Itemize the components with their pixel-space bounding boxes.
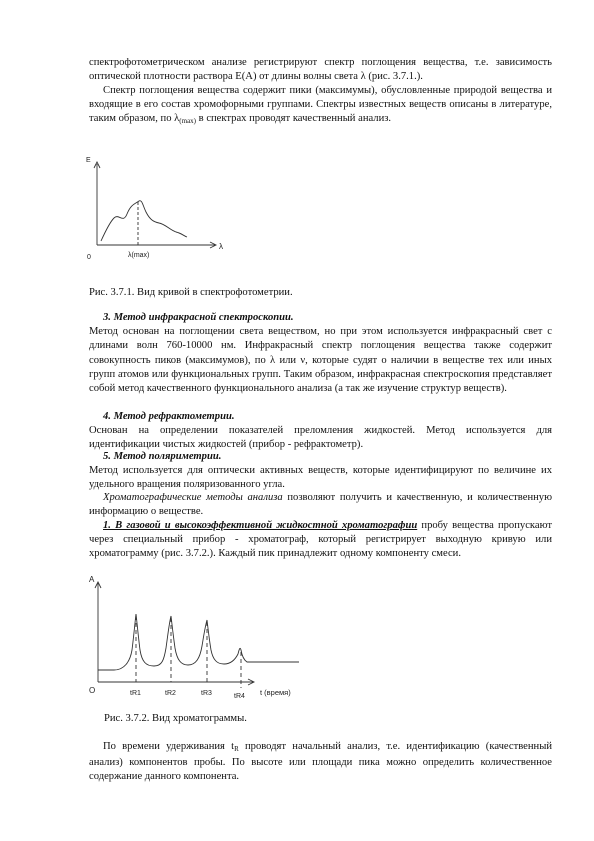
gas-chromatography-text: пробу вещества пропускают через специальный прибор - хроматограф, который регистрирует выходную кривую или хроматограмму (рис. 3.7.2.). Каждый пик принадлежит одному компоненту смеси. — [89, 520, 552, 560]
paragraph-intro — [89, 56, 552, 84]
figure2-x-label: t (время) — [260, 688, 291, 697]
spectrophotometry-figure — [80, 150, 250, 265]
figure1-peak-label: λ(max) — [128, 252, 150, 259]
section-polarimetry — [89, 450, 552, 493]
paragraph-chromatography — [89, 491, 552, 519]
figure2-y-label: A — [89, 575, 95, 584]
paragraph-retention-time — [89, 740, 552, 785]
peak-label-tr3: tR3 — [201, 690, 212, 697]
section-refractometry-text: Основан на определении показателей преломления жидкостей. Метод используется для идентификации чистых жидкостей (прибор - рефрактометр). — [89, 425, 552, 451]
section-ir-text: Метод основан на поглощении света веществом, но при этом используется инфракрасный свет с длинами волн 760-10000 нм. Инфракрасный спектр поглощения вещества также содержит совокупность пиков (максимумов), по λ или ν, которые судят о наличии в веществе тех или иных групп атомов или функциональных групп. Таким образом, инфракрасная спектроскопия представляет собой метод качественного функционального анализа (а так же изучение структур веществ). — [89, 326, 552, 395]
figure1-y-label: E — [86, 157, 91, 164]
peak-label-tr2: tR2 — [165, 690, 176, 697]
paragraph-intro-text: спектрофотометрическом анализе регистрируют спектр поглощения вещества, т.е. зависимость оптической плотности раствора E(A) от длины волны света λ (рис. 3.7.1.). — [89, 57, 552, 83]
peak-label-tr4: tR4 — [234, 693, 245, 700]
section-ir-spectroscopy — [89, 311, 552, 396]
chromatogram-curve — [98, 614, 299, 670]
retention-text: По времени удерживания t — [103, 741, 235, 752]
paragraph-gas-chromatography — [89, 519, 552, 562]
section-polarimetry-text: Метод используется для оптически активных веществ, которые идентифицируют по величине их удельного вращения поляризованного угла. — [89, 465, 552, 491]
lambda-max-subscript: (max) — [179, 117, 197, 126]
section-refractometry-heading: 4. Метод рефрактометрии. — [103, 411, 235, 422]
section-refractometry — [89, 410, 552, 453]
absorption-curve — [101, 201, 187, 241]
retention-subscript: R — [234, 745, 239, 753]
figure2-origin: O — [89, 686, 96, 695]
chromatography-lead: Хроматографические методы анализа — [103, 492, 283, 503]
retention-tail: проводят начальный анализ, т.е. идентификацию (качественный анализ) компонентов пробы. По высоте или площади пика можно определить количественное содержание данного компонента. — [89, 741, 552, 783]
chromatogram-figure — [84, 572, 314, 704]
paragraph-spectrum — [89, 84, 552, 129]
paragraph-spectrum-tail: в спектрах проводят качественный анализ. — [196, 113, 392, 125]
chromatography-text: позволяют получить и качественную, и количественную информацию о веществе. — [89, 492, 552, 518]
paragraph-spectrum-text: Спектр поглощения вещества содержит пики (максимумы), обусловленные природой вещества и входящие в его состав хромофорными группами. Спектры известных веществ описаны в литературе, таким образом, по λ — [89, 85, 552, 125]
gas-chromatography-heading: 1. В газовой и высокоэффективной жидкостной хроматографии — [103, 520, 418, 531]
figure1-origin: 0 — [87, 254, 91, 261]
section-ir-heading: 3. Метод инфракрасной спектроскопии. — [103, 312, 294, 323]
figure2-caption: Рис. 3.7.2. Вид хроматограммы. — [104, 713, 247, 724]
peak-label-tr1: tR1 — [130, 690, 141, 697]
figure1-x-label: λ — [219, 242, 223, 251]
section-polarimetry-heading: 5. Метод поляриметрии. — [103, 451, 222, 462]
figure1-caption: Рис. 3.7.1. Вид кривой в спектрофотометрии. — [89, 287, 293, 298]
